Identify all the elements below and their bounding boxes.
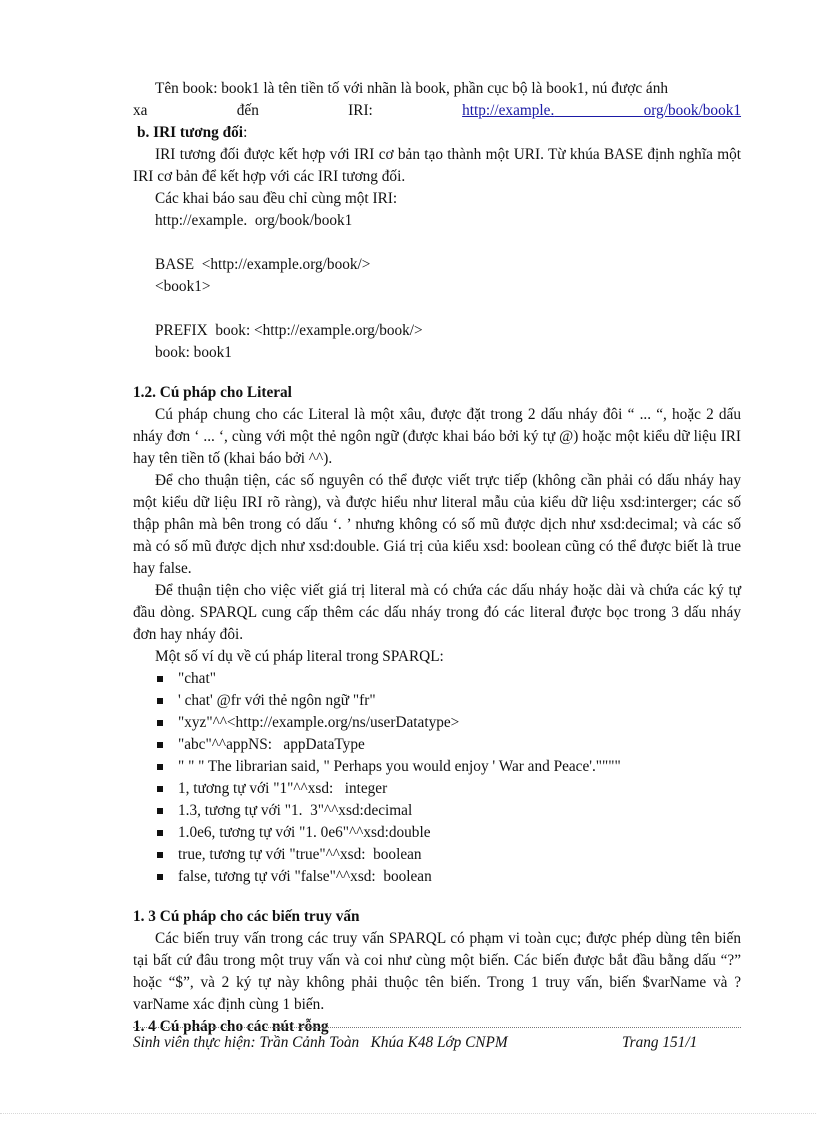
list-item: 1, tương tự với "1"^^xsd: integer [133, 778, 741, 800]
bullet-icon [157, 676, 163, 682]
footer-divider [133, 1027, 741, 1028]
paragraph-prefix-iri [133, 100, 741, 122]
list-item: 1.0e6, tương tự với "1. 0e6"^^xsd:double [133, 822, 741, 844]
list-item: true, tương tự với "true"^^xsd: boolean [133, 844, 741, 866]
code-line: book: book1 [155, 344, 232, 361]
paragraph-literal-examples: Một số ví dụ về cú pháp literal trong SPARQL: [155, 648, 444, 665]
word-xa: xa [133, 102, 148, 119]
heading-relative-iri: b. IRI tương đối: [137, 124, 248, 141]
bullet-icon [157, 874, 163, 880]
bullet-icon [157, 742, 163, 748]
word-iri: IRI: [348, 102, 373, 119]
bullet-icon [157, 852, 163, 858]
document-body [133, 78, 741, 1038]
code-line: http://example. org/book/book1 [155, 212, 353, 229]
list-item: 1.3, tương tự với "1. 3"^^xsd:decimal [133, 800, 741, 822]
list-item: false, tương tự với "false"^^xsd: boolean [133, 866, 741, 888]
bullet-icon [157, 698, 163, 704]
paragraph-literal-numbers: Để cho thuận tiện, các số nguyên có thể được viết trực tiếp (không cần phải có dấu nháy hay một kiểu dữ liệu IRI rõ ràng), và được hiểu như literal mẫu của kiểu dữ liệu xsd:interger; các số thập phân mà bên trong có dấu ‘. ’ nhưng không có số mũ được dịch như xsd:decimal; và các số mà có số mũ được dịch như xsd:double. Giá trị của kiểu xsd: boolean cũng có thể được biết là true hay false. [133, 472, 741, 577]
footer-page-number: Trang 151/1 [622, 1034, 698, 1051]
page-bottom-divider [0, 1113, 816, 1114]
bullet-icon [157, 786, 163, 792]
paragraph-relative-iri: IRI tương đối được kết hợp với IRI cơ bản tạo thành một URI. Từ khúa BASE định nghĩa một IRI cơ bản để kết hợp với các IRI tương đối. [133, 146, 741, 185]
list-item: "chat" [133, 668, 741, 690]
bullet-icon [157, 830, 163, 836]
code-line: <book1> [155, 278, 211, 295]
paragraph-literal-general: Cú pháp chung cho các Literal là một xâu, được đặt trong 2 dấu nháy đôi “ ... “, hoặc 2 dấu nháy đơn ‘ ... ‘, cùng với một thẻ ngôn ngữ (được khai báo bởi ký tự @) hoặc một kiểu dữ liệu IRI hay tên tiền tố (khai báo bởi ^^). [133, 406, 741, 467]
iri-link[interactable]: http://example. org/book/book1 [462, 102, 742, 119]
paragraph-query-variables: Các biến truy vấn trong các truy vấn SPARQL có phạm vi toàn cục; được phép dùng tên biến tại bất cứ đâu trong một truy vấn và coi như cùng một biến. Các biến được bắt đầu bằng dấu “?” hoặc “$”, và 2 ký tự này không phải thuộc tên biến. Trong 1 truy vấn, biến $varName và ?varName xác định cùng 1 biến. [133, 930, 741, 1013]
word-den: đến [236, 102, 259, 119]
bullet-icon [157, 720, 163, 726]
bullet-icon [157, 808, 163, 814]
paragraph-literal-quotes: Để thuận tiện cho việc viết giá trị literal mà có chứa các dấu nháy hoặc dài và chứa các ký tự đầu dòng. SPARQL cung cấp thêm các dấu nháy trong đó các literal được bọc trong 3 dấu nháy đơn hay nháy đôi. [133, 582, 741, 643]
list-item: ' chat' @fr với thẻ ngôn ngữ "fr" [133, 690, 741, 712]
footer-author: Sinh viên thực hiện: Trần Cảnh Toàn Khúa K48 Lớp CNPM [133, 1034, 508, 1051]
code-line: PREFIX book: <http://example.org/book/> [155, 322, 423, 339]
list-item: " " " The librarian said, " Perhaps you would enjoy ' War and Peace'."""" [133, 756, 741, 778]
bullet-icon [157, 764, 163, 770]
paragraph-prefix-name: Tên book: book1 là tên tiền tố với nhãn là book, phần cục bộ là book1, nú được ánh [155, 80, 669, 97]
list-item: "abc"^^appNS: appDataType [133, 734, 741, 756]
heading-literal-syntax: 1.2. Cú pháp cho Literal [133, 384, 292, 401]
heading-query-variables: 1. 3 Cú pháp cho các biến truy vấn [133, 908, 360, 925]
literal-examples-list [133, 668, 741, 888]
paragraph-declarations: Các khai báo sau đều chỉ cùng một IRI: [155, 190, 398, 207]
heading-blank-nodes: 1. 4 Cú pháp cho các nút rỗng [133, 1018, 329, 1035]
list-item: "xyz"^^<http://example.org/ns/userDatatype> [133, 712, 741, 734]
code-line: BASE <http://example.org/book/> [155, 256, 371, 273]
